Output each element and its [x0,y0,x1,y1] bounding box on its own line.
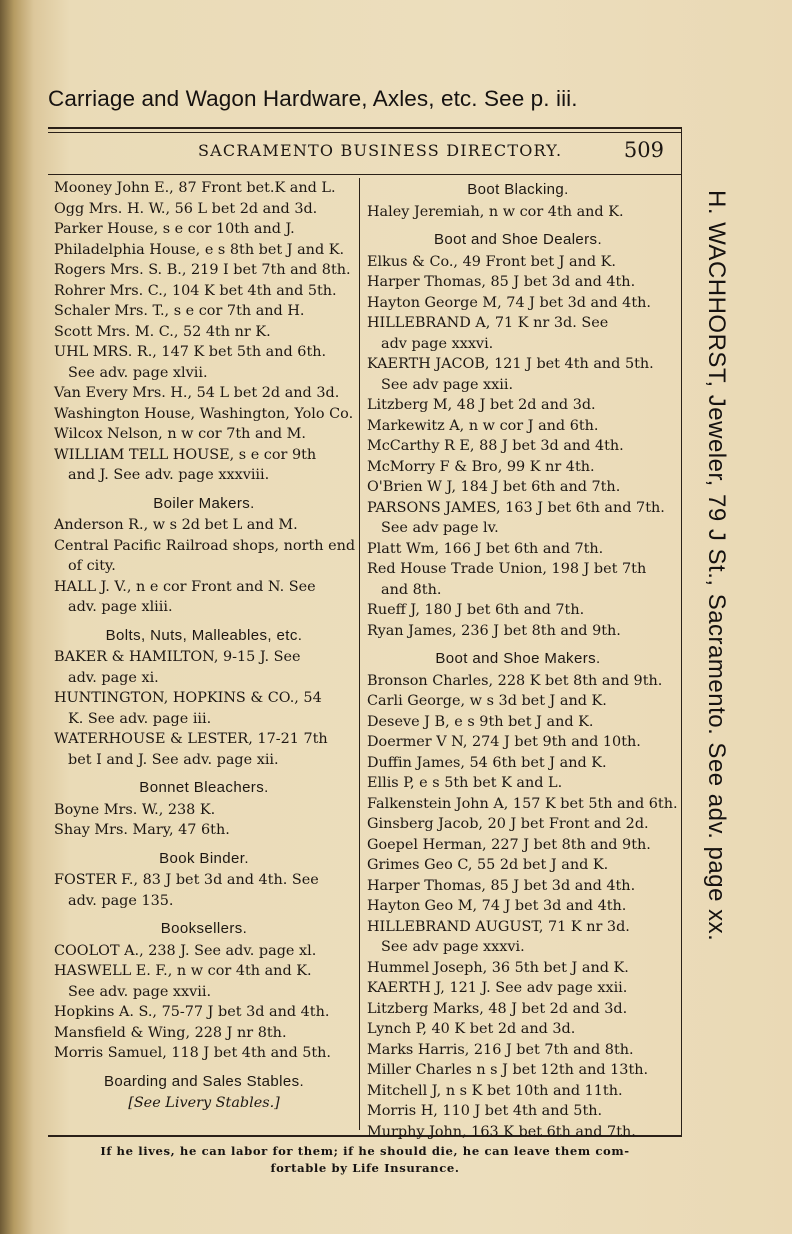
entry-text: Morris H, 110 J bet 4th and 5th. [367,1103,603,1119]
directory-entry [367,1019,669,1040]
entry-text: Rogers Mrs. S. B., 219 I bet 7th and 8th. [54,262,351,278]
entry-text: Ogg Mrs. H. W., 56 L bet 2d and 3d. [54,200,318,217]
page-number: 509 [623,138,664,162]
directory-entry [367,1060,669,1081]
directory-entry [54,260,354,281]
directory-entry [54,199,354,220]
entry-text: Anderson R., w s 2d bet L and M. [54,517,298,533]
directory-entry [367,978,669,999]
directory-entry [54,515,354,536]
entry-continuation: See adv page xxxvi. [381,939,525,955]
directory-entry [367,621,669,642]
entry-text: Hopkins A. S., 75-77 J bet 3d and 4th. [54,1004,330,1020]
directory-entry [367,753,669,774]
entry-text: Van Every Mrs. H., 54 L bet 2d and 3d. [54,385,340,401]
section-heading: Bolts, Nuts, Malleables, etc. [105,626,303,644]
entry-text: WILLIAM TELL HOUSE, s e cor 9th [54,446,317,463]
directory-entry [54,1023,354,1044]
entry-text: Platt Wm, 166 J bet 6th and 7th. [367,540,604,557]
entry-text: Red House Trade Union, 198 J bet 7th [367,561,647,577]
entry-text: Boyne Mrs. W., 238 K. [54,801,216,818]
footer-slogan [50,1143,680,1177]
entry-text: Philadelphia House, e s 8th bet J and K. [54,241,345,258]
entry-text: Schaler Mrs. T., s e cor 7th and H. [54,303,305,319]
entry-text: Mooney John E., 87 Front bet.K and L. [54,180,336,196]
entry-text: Duffin James, 54 6th bet J and K. [367,754,607,771]
entry-text: Morris Samuel, 118 J bet 4th and 5th. [54,1045,332,1061]
directory-title: SACRAMENTO BUSINESS DIRECTORY. [198,141,563,160]
directory-entry [367,313,669,354]
directory-entry [54,870,354,911]
directory-entry [367,395,669,416]
directory-entry [54,301,354,322]
left-column [54,178,354,1114]
entry-continuation: and J. See adv. page xxxviii. [68,467,270,483]
directory-entry [367,835,669,856]
directory-entry [367,559,669,600]
directory-entry [367,416,669,437]
directory-entry [54,577,354,618]
directory-entry [367,1081,669,1102]
directory-entry [367,855,669,876]
entry-text: UHL MRS. R., 147 K bet 5th and 6th. [54,344,327,360]
directory-entry [367,876,669,897]
directory-entry [367,498,669,539]
entry-text: Carli George, w s 3d bet J and K. [367,693,607,709]
section-heading: Boiler Makers. [153,494,255,512]
entry-text: KAERTH JACOB, 121 J bet 4th and 5th. [367,356,654,372]
directory-entry [54,647,354,688]
directory-entry [367,1040,669,1061]
entry-continuation: adv. page xliii. [68,599,173,615]
entry-text: Ryan James, 236 J bet 8th and 9th. [367,622,621,639]
directory-entry [367,354,669,395]
directory-entry [54,536,354,577]
entry-text: McCarthy R E, 88 J bet 3d and 4th. [367,438,624,454]
footer-line: fortable by Life Insurance. [270,1161,460,1175]
entry-continuation: K. See adv. page iii. [68,710,212,727]
directory-entry [54,729,354,770]
directory-entry [367,814,669,835]
entry-continuation: adv. page xi. [68,669,159,686]
directory-entry [367,293,669,314]
section-heading: Book Binder. [159,849,249,867]
entry-text: COOLOT A., 238 J. See adv. page xl. [54,942,317,959]
entry-text: PARSONS JAMES, 163 J bet 6th and 7th. [367,499,665,516]
entry-text: Mitchell J, n s K bet 10th and 11th. [367,1082,623,1099]
entry-text: Rohrer Mrs. C., 104 K bet 4th and 5th. [54,282,337,299]
entry-continuation: See adv page lv. [381,520,499,536]
directory-entry [54,820,354,841]
entry-text: Grimes Geo C, 55 2d bet J and K. [367,857,609,873]
section-heading: Boot and Shoe Makers. [435,650,601,667]
entry-text: Marks Harris, 216 J bet 7th and 8th. [367,1041,634,1058]
entry-text: Wilcox Nelson, n w cor 7th and M. [54,426,306,442]
entry-text: HASWELL E. F., n w cor 4th and K. [54,963,312,979]
entry-text: BAKER & HAMILTON, 9-15 J. See [54,649,301,665]
section-heading: Boot Blacking. [467,181,569,198]
entry-text: HUNTINGTON, HOPKINS & CO., 54 [54,690,322,706]
entry-text: Scott Mrs. M. C., 52 4th nr K. [54,323,271,340]
entry-text: Goepel Herman, 227 J bet 8th and 9th. [367,836,651,853]
directory-entry [367,477,669,498]
directory-entry [54,383,354,404]
entry-text: HILLEBRAND A, 71 K nr 3d. See [367,315,609,331]
entry-text: Markewitz A, n w cor J and 6th. [367,417,599,434]
entry-continuation: See adv. page xlvii. [68,364,208,381]
entry-text: Murphy John, 163 K bet 6th and 7th. [367,1123,636,1140]
directory-entry [54,961,354,1002]
directory-entry [367,202,669,223]
entry-text: O'Brien W J, 184 J bet 6th and 7th. [367,479,621,495]
entry-text: Parker House, s e cor 10th and J. [54,221,295,237]
entry-text: Litzberg Marks, 48 J bet 2d and 3d. [367,1000,628,1017]
entry-text: Mansfield & Wing, 228 J nr 8th. [54,1024,287,1041]
entry-text: Hayton Geo M, 74 J bet 3d and 4th. [367,898,627,914]
directory-entry [367,712,669,733]
entry-continuation: and 8th. [381,581,442,598]
section-heading: Boarding and Sales Stables. [103,1072,305,1090]
entry-text: Litzberg M, 48 J bet 2d and 3d. [367,397,596,413]
directory-entry [367,539,669,560]
footer-line: If he lives, he can labor for them; if he should die, he can leave them com- [100,1144,630,1158]
entry-text: Elkus & Co., 49 Front bet J and K. [367,253,617,270]
entry-continuation: See adv. page xxvii. [68,983,212,1000]
entry-text: Rueff J, 180 J bet 6th and 7th. [367,602,585,618]
directory-entry [367,958,669,979]
directory-entry [54,240,354,261]
entry-continuation: bet I and J. See adv. page xii. [68,751,279,768]
entry-text: Ellis P, e s 5th bet K and L. [367,775,563,791]
entry-text: KAERTH J, 121 J. See adv page xxii. [367,980,628,996]
entry-text: HILLEBRAND AUGUST, 71 K nr 3d. [367,918,630,935]
entry-text: Miller Charles n s J bet 12th and 13th. [367,1062,649,1078]
entry-text: Haley Jeremiah, n w cor 4th and K. [367,203,624,220]
section-heading: Booksellers. [160,920,248,937]
directory-entry [367,917,669,958]
directory-entry [54,281,354,302]
entry-text: McMorry F & Bro, 99 K nr 4th. [367,458,595,475]
section-heading: Boot and Shoe Dealers. [433,231,603,248]
directory-entry [54,445,354,486]
entry-continuation: adv. page 135. [68,892,174,909]
section-heading: Bonnet Bleachers. [139,779,269,796]
directory-entry [54,1002,354,1023]
directory-entry [367,436,669,457]
directory-entry [367,773,669,794]
entry-text: Doermer V N, 274 J bet 9th and 10th. [367,734,641,750]
directory-entry [54,404,354,425]
entry-text: Hummel Joseph, 36 5th bet J and K. [367,959,629,976]
directory-entry [54,1043,354,1064]
directory-entry [54,424,354,445]
directory-entry [367,671,669,692]
directory-entry [367,600,669,621]
entry-continuation: of city. [68,558,116,574]
entry-text: Bronson Charles, 228 K bet 8th and 9th. [367,672,663,689]
directory-entry [367,272,669,293]
header-advertisement: Carriage and Wagon Hardware, Axles, etc. See p. iii. [48,86,578,111]
directory-entry [367,1101,669,1122]
right-column [367,178,678,1142]
column-divider [359,178,360,1130]
directory-entry [367,896,669,917]
directory-entry [367,457,669,478]
entry-text: FOSTER F., 83 J bet 3d and 4th. See [54,872,319,888]
directory-entry [54,688,354,729]
entry-text: Shay Mrs. Mary, 47 6th. [54,822,230,838]
directory-entry [367,794,678,815]
directory-entry [367,252,669,273]
entry-text: Falkenstein John A, 157 K bet 5th and 6th. [367,795,678,812]
entry-text: Deseve J B, e s 9th bet J and K. [367,713,594,730]
header-rule [48,174,681,175]
entry-text: WATERHOUSE & LESTER, 17-21 7th [54,731,328,747]
directory-entry [54,178,354,199]
entry-text: Harper Thomas, 85 J bet 3d and 4th. [367,877,636,894]
directory-entry [367,691,669,712]
entry-text: Washington House, Washington, Yolo Co. [54,405,354,422]
entry-text: HALL J. V., n e cor Front and N. See [54,578,316,595]
entry-text: Central Pacific Railroad shops, north end [54,537,356,554]
directory-entry [367,1122,669,1143]
directory-entry [54,342,354,383]
directory-entry [54,800,354,821]
entry-text: Lynch P, 40 K bet 2d and 3d. [367,1021,576,1037]
entry-text: Ginsberg Jacob, 20 J bet Front and 2d. [367,816,649,832]
entry-text: Hayton George M, 74 J bet 3d and 4th. [367,294,651,311]
running-head [50,138,680,164]
entry-continuation: adv page xxxvi. [381,335,494,352]
directory-entry [367,999,669,1020]
directory-entry [54,941,354,962]
cross-reference: [See Livery Stables.] [128,1095,280,1111]
side-advertisement: H. WACHHORST, Jeweler, 79 J St., Sacramento. See adv. page xx. [703,190,730,942]
directory-entry [54,219,354,240]
directory-entry [54,322,354,343]
directory-entry [367,732,669,753]
entry-continuation: See adv page xxii. [381,376,514,393]
entry-text: Harper Thomas, 85 J bet 3d and 4th. [367,274,636,290]
